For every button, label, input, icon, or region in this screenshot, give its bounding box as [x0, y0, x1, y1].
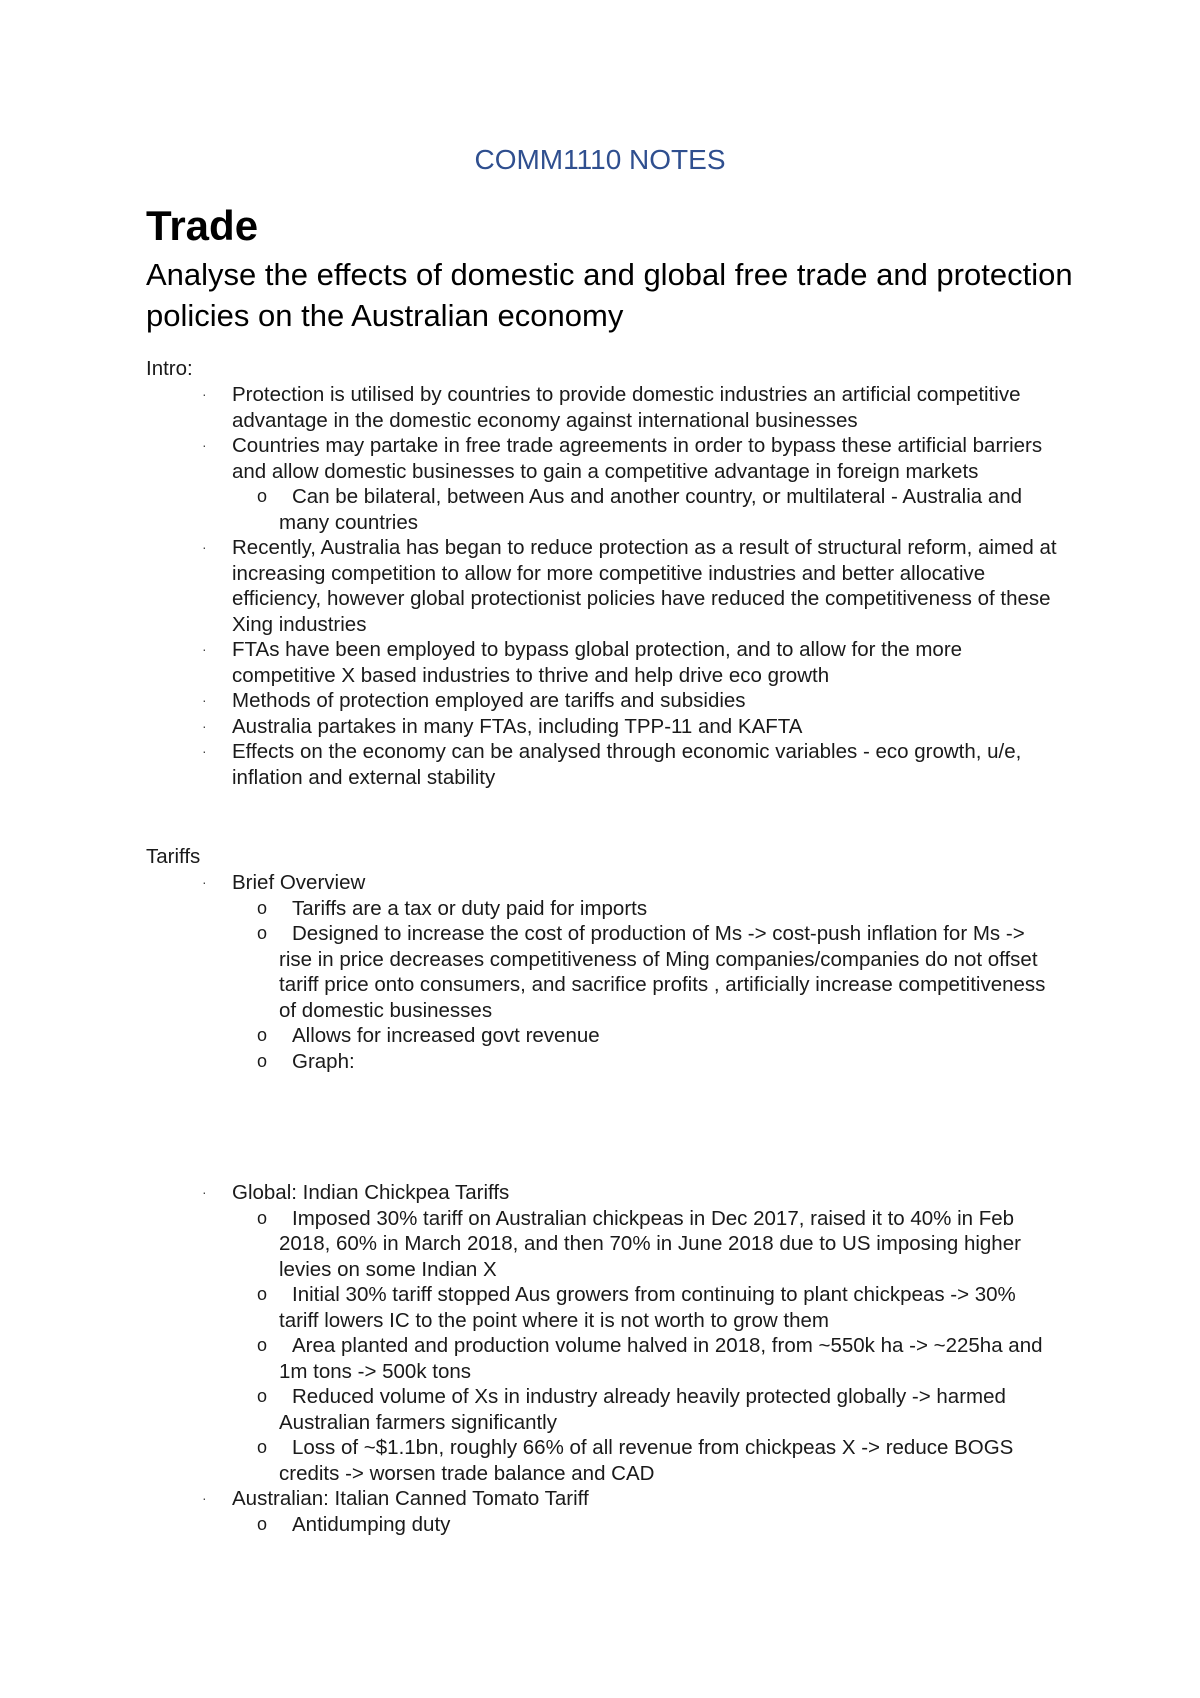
list-subitem: o Initial 30% tariff stopped Aus growers from continuing to plant chickpeas -> 30% tariff lowers IC to the point where it is not worth to grow them: [257, 1283, 1016, 1332]
list-item: · Methods of protection employed are tariffs and subsidies: [202, 689, 746, 712]
document-title: COMM1110 NOTES: [474, 144, 726, 175]
tariffs-overview-list: [146, 870, 1066, 1074]
list-subitem: o Loss of ~$1.1bn, roughly 66% of all revenue from chickpeas X -> reduce BOGS credits -> worsen trade balance and CAD: [257, 1436, 1014, 1485]
list-item: · FTAs have been employed to bypass global protection, and to allow for the more competitive X based industries to thrive and help drive eco growth: [202, 638, 963, 687]
list-item: · Effects on the economy can be analysed through economic variables - eco growth, u/e, inflation and external stability: [202, 740, 1022, 789]
bullet-circle: o: [257, 897, 268, 918]
bullet-circle: o: [257, 1207, 268, 1228]
list-item: · Protection is utilised by countries to provide domestic industries an artificial competitive advantage in the domestic economy against international businesses: [202, 383, 1021, 432]
list-subitem: o Designed to increase the cost of production of Ms -> cost-push inflation for Ms -> rise in price decreases competitiveness of Ming companies/companies do not offset tariff price onto consumers, and sacrifice profits , artificially increase competitiveness of domestic businesses: [257, 922, 1046, 1022]
list-subitem: o Imposed 30% tariff on Australian chickpeas in Dec 2017, raised it to 40% in Feb 2018, 60% in March 2018, and then 70% in June 2018 due to US imposing higher levies on some Indian X: [257, 1206, 1021, 1281]
bullet-circle: o: [257, 1386, 268, 1406]
list-subitem: o Can be bilateral, between Aus and another country, or multilateral - Australia and many countries: [257, 485, 1023, 534]
list-item: · Countries may partake in free trade agreements in order to bypass these artificial barriers and allow domestic businesses to gain a competitive advantage in foreign markets: [202, 434, 1043, 483]
tariffs-label: Tariffs: [146, 845, 201, 868]
bullet-circle: o: [257, 1335, 268, 1355]
tariffs-global-list: [146, 1180, 1066, 1537]
list-item: · Australian: Italian Canned Tomato Tariff: [202, 1487, 589, 1510]
bullet-circle: o: [257, 1025, 268, 1045]
bullet-circle: o: [257, 1050, 268, 1071]
bullet-dot: ·: [202, 437, 207, 453]
bullet-dot: ·: [202, 1184, 207, 1200]
bullet-dot: ·: [202, 386, 207, 402]
list-subitem: o Tariffs are a tax or duty paid for imports: [257, 896, 648, 920]
list-subitem: o Reduced volume of Xs in industry already heavily protected globally -> harmed Australian farmers significantly: [257, 1385, 1006, 1434]
bullet-dot: ·: [202, 692, 207, 708]
list-subitem: o Graph:: [257, 1049, 355, 1073]
bullet-circle: o: [257, 1284, 268, 1304]
list-subitem: o Area planted and production volume halved in 2018, from ~550k ha -> ~225ha and 1m tons -> 500k tons: [257, 1334, 1043, 1383]
bullet-dot: ·: [202, 874, 207, 890]
section-heading: Trade: [146, 202, 259, 249]
list-subitem: o Antidumping duty: [257, 1512, 451, 1536]
bullet-circle: o: [257, 1437, 268, 1457]
list-item: · Brief Overview: [202, 871, 366, 894]
bullet-dot: ·: [202, 743, 207, 759]
list-subitem: o Allows for increased govt revenue: [257, 1024, 600, 1047]
bullet-circle: o: [257, 923, 268, 943]
bullet-dot: ·: [202, 1490, 207, 1506]
list-item: · Global: Indian Chickpea Tariffs: [202, 1181, 510, 1204]
bullet-dot: ·: [202, 717, 207, 734]
bullet-dot: ·: [202, 641, 207, 657]
list-item: · Australia partakes in many FTAs, including TPP-11 and KAFTA: [202, 714, 803, 738]
intro-list: [146, 382, 1066, 790]
bullet-circle: o: [257, 486, 268, 506]
bullet-circle: o: [257, 1513, 268, 1534]
bullet-dot: ·: [202, 539, 207, 555]
list-item: · Recently, Australia has began to reduce protection as a result of structural reform, aimed at increasing competition to allow for more competitive industries and better allocative efficiency, however global protectionist policies have reduced the competitiveness of these Xing industries: [202, 536, 1057, 636]
intro-label: Intro:: [146, 357, 193, 380]
section-subheading: Analyse the effects of domestic and global free trade and protection policies on the Australian economy: [146, 257, 1073, 333]
